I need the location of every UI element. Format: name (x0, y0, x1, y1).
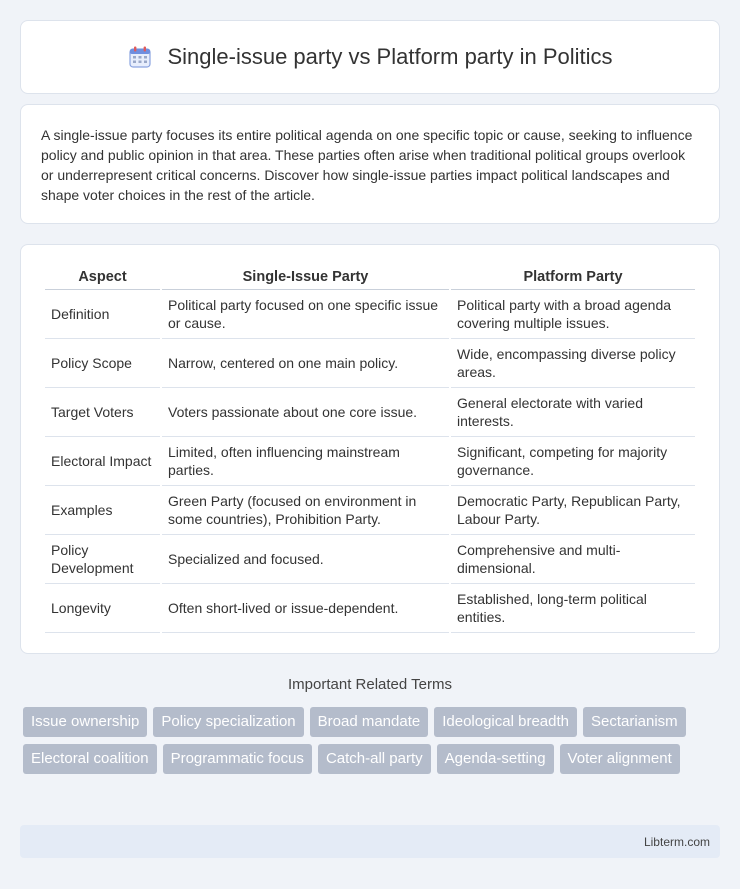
row-single-issue: Voters passionate about one core issue. (162, 388, 449, 437)
column-header-aspect: Aspect (45, 267, 160, 290)
row-single-issue: Specialized and focused. (162, 535, 449, 584)
header-card (20, 20, 720, 94)
row-aspect: Electoral Impact (45, 437, 160, 486)
footer-site-link[interactable]: Libterm.com (643, 834, 710, 849)
row-platform: Political party with a broad agenda covering multiple issues. (451, 290, 695, 339)
row-aspect: Policy Scope (45, 339, 160, 388)
related-term-tag[interactable]: Agenda-setting (437, 744, 554, 774)
row-single-issue: Often short-lived or issue-dependent. (162, 584, 449, 633)
table-row (45, 388, 695, 437)
table-row (45, 486, 695, 535)
footer (20, 825, 720, 858)
intro-text: A single-issue party focuses its entire political agenda on one specific topic or cause, seeking to influence policy and public opinion in that area. These parties often arise when traditional political groups overlook or underrepresent critical concerns. Discover how single-issue parties impact political landscapes and shape voter choices in the rest of the article. (41, 127, 693, 203)
related-terms-title: Important Related Terms (288, 676, 452, 693)
comparison-table (43, 267, 697, 633)
related-term-tag[interactable]: Issue ownership (23, 707, 147, 737)
related-term-tag[interactable]: Broad mandate (310, 707, 429, 737)
table-row (45, 290, 695, 339)
row-aspect: Target Voters (45, 388, 160, 437)
row-single-issue: Political party focused on one specific issue or cause. (162, 290, 449, 339)
related-term-tag[interactable]: Ideological breadth (434, 707, 577, 737)
related-term-tag[interactable]: Programmatic focus (163, 744, 312, 774)
related-term-tag[interactable]: Electoral coalition (23, 744, 157, 774)
related-term-tag[interactable]: Sectarianism (583, 707, 686, 737)
table-header-row (45, 267, 695, 290)
comparison-card (20, 244, 720, 654)
related-terms-list (23, 707, 723, 774)
table-row (45, 437, 695, 486)
intro-card (20, 104, 720, 224)
related-term-tag[interactable]: Policy specialization (153, 707, 303, 737)
table-row (45, 584, 695, 633)
row-aspect: Definition (45, 290, 160, 339)
row-single-issue: Limited, often influencing mainstream parties. (162, 437, 449, 486)
row-aspect: Examples (45, 486, 160, 535)
page-title: Single-issue party vs Platform party in Politics (167, 44, 613, 69)
table-row (45, 535, 695, 584)
row-platform: Comprehensive and multi-dimensional. (451, 535, 695, 584)
related-term-tag[interactable]: Catch-all party (318, 744, 431, 774)
row-platform: General electorate with varied interests. (451, 388, 695, 437)
header (127, 44, 612, 70)
row-platform: Significant, competing for majority governance. (451, 437, 695, 486)
row-platform: Wide, encompassing diverse policy areas. (451, 339, 695, 388)
calendar-icon (127, 44, 153, 70)
row-platform: Democratic Party, Republican Party, Labour Party. (451, 486, 695, 535)
column-header-platform: Platform Party (451, 267, 695, 290)
row-single-issue: Narrow, centered on one main policy. (162, 339, 449, 388)
row-aspect: Policy Development (45, 535, 160, 584)
column-header-single-issue: Single-Issue Party (162, 267, 449, 290)
table-row (45, 339, 695, 388)
row-single-issue: Green Party (focused on environment in some countries), Prohibition Party. (162, 486, 449, 535)
related-term-tag[interactable]: Voter alignment (560, 744, 680, 774)
row-platform: Established, long-term political entities. (451, 584, 695, 633)
row-aspect: Longevity (45, 584, 160, 633)
